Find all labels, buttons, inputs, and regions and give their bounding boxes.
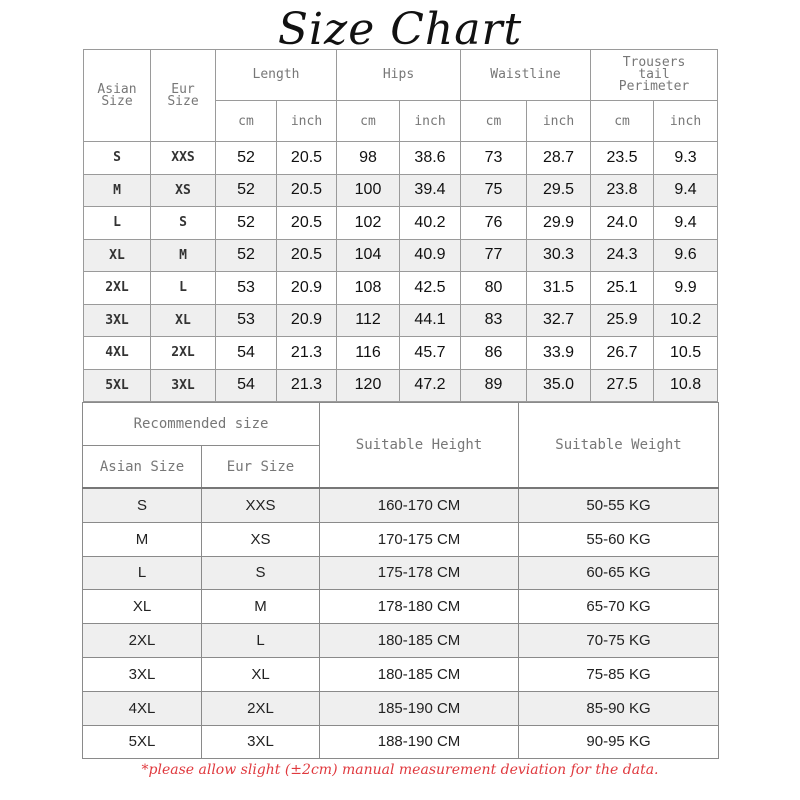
cell-waist-inch: 31.5 bbox=[527, 272, 591, 305]
cell-hips-inch: 39.4 bbox=[400, 174, 461, 207]
cell-suitable-weight: 55-60 KG bbox=[519, 522, 719, 556]
cell-trousers-inch: 9.6 bbox=[654, 239, 718, 272]
cell-waist-inch: 29.5 bbox=[527, 174, 591, 207]
cell-eur-size: L bbox=[151, 272, 216, 305]
cell-suitable-weight: 60-65 KG bbox=[519, 556, 719, 590]
cell-hips-inch: 44.1 bbox=[400, 304, 461, 337]
cell-trousers-inch: 9.9 bbox=[654, 272, 718, 305]
table-row bbox=[83, 691, 719, 725]
cell-suitable-weight: 50-55 KG bbox=[519, 488, 719, 522]
cell-length-cm: 54 bbox=[216, 337, 277, 370]
measurement-note: *please allow slight (±2cm) manual measurement deviation for the data. bbox=[141, 762, 659, 778]
cell-suitable-weight: 65-70 KG bbox=[519, 590, 719, 624]
cell-trousers-cm: 24.3 bbox=[591, 239, 654, 272]
cell-waist-inch: 30.3 bbox=[527, 239, 591, 272]
cell-trousers-inch: 9.4 bbox=[654, 207, 718, 240]
cell-asian-size: S bbox=[84, 142, 151, 175]
cell-asian-size: XL bbox=[83, 590, 202, 624]
cell-eur-size: 2XL bbox=[151, 337, 216, 370]
cell-trousers-cm: 23.5 bbox=[591, 142, 654, 175]
cell-length-inch: 20.5 bbox=[277, 174, 337, 207]
cell-length-inch: 20.5 bbox=[277, 142, 337, 175]
cell-waist-cm: 83 bbox=[461, 304, 527, 337]
cell-waist-inch: 29.9 bbox=[527, 207, 591, 240]
cell-hips-cm: 112 bbox=[337, 304, 400, 337]
cell-hips-inch: 40.2 bbox=[400, 207, 461, 240]
cell-hips-inch: 42.5 bbox=[400, 272, 461, 305]
cell-trousers-cm: 27.5 bbox=[591, 369, 654, 402]
cell-eur-size: L bbox=[202, 624, 320, 658]
header-asian-size: Asian Size bbox=[84, 50, 151, 142]
cell-waist-cm: 80 bbox=[461, 272, 527, 305]
header-length: Length bbox=[216, 50, 337, 101]
unit-inch: inch bbox=[277, 101, 337, 142]
cell-eur-size: XXS bbox=[202, 488, 320, 522]
cell-hips-cm: 98 bbox=[337, 142, 400, 175]
cell-asian-size: 4XL bbox=[84, 337, 151, 370]
measurement-table bbox=[83, 49, 718, 402]
cell-length-cm: 52 bbox=[216, 239, 277, 272]
unit-inch: inch bbox=[527, 101, 591, 142]
cell-waist-cm: 76 bbox=[461, 207, 527, 240]
table-row bbox=[83, 657, 719, 691]
cell-length-inch: 20.9 bbox=[277, 272, 337, 305]
cell-trousers-inch: 9.4 bbox=[654, 174, 718, 207]
unit-cm: cm bbox=[216, 101, 277, 142]
cell-trousers-cm: 25.9 bbox=[591, 304, 654, 337]
header-trousers-tail-perimeter: Trousers tail Perimeter bbox=[591, 50, 718, 101]
cell-asian-size: L bbox=[84, 207, 151, 240]
table-row bbox=[84, 207, 718, 240]
cell-length-cm: 52 bbox=[216, 174, 277, 207]
cell-trousers-inch: 9.3 bbox=[654, 142, 718, 175]
cell-length-cm: 54 bbox=[216, 369, 277, 402]
cell-suitable-height: 175-178 CM bbox=[320, 556, 519, 590]
cell-trousers-cm: 23.8 bbox=[591, 174, 654, 207]
cell-asian-size: 4XL bbox=[83, 691, 202, 725]
cell-suitable-weight: 75-85 KG bbox=[519, 657, 719, 691]
header-waistline: Waistline bbox=[461, 50, 591, 101]
cell-waist-cm: 77 bbox=[461, 239, 527, 272]
cell-eur-size: XS bbox=[151, 174, 216, 207]
recommended-size-table bbox=[82, 402, 719, 759]
cell-length-cm: 52 bbox=[216, 142, 277, 175]
cell-suitable-height: 170-175 CM bbox=[320, 522, 519, 556]
cell-eur-size: M bbox=[151, 239, 216, 272]
table-row bbox=[84, 337, 718, 370]
cell-length-cm: 52 bbox=[216, 207, 277, 240]
header-suitable-weight: Suitable Weight bbox=[519, 403, 719, 489]
cell-eur-size: M bbox=[202, 590, 320, 624]
cell-asian-size: 5XL bbox=[83, 725, 202, 759]
table-row bbox=[83, 624, 719, 658]
table-row bbox=[84, 239, 718, 272]
table-row bbox=[83, 522, 719, 556]
cell-length-inch: 21.3 bbox=[277, 369, 337, 402]
cell-asian-size: L bbox=[83, 556, 202, 590]
cell-eur-size: XL bbox=[151, 304, 216, 337]
cell-length-cm: 53 bbox=[216, 272, 277, 305]
cell-asian-size: 2XL bbox=[83, 624, 202, 658]
cell-waist-cm: 75 bbox=[461, 174, 527, 207]
cell-trousers-inch: 10.2 bbox=[654, 304, 718, 337]
cell-eur-size: 2XL bbox=[202, 691, 320, 725]
cell-waist-inch: 33.9 bbox=[527, 337, 591, 370]
cell-hips-inch: 38.6 bbox=[400, 142, 461, 175]
unit-cm: cm bbox=[461, 101, 527, 142]
cell-waist-cm: 89 bbox=[461, 369, 527, 402]
cell-length-inch: 21.3 bbox=[277, 337, 337, 370]
cell-suitable-weight: 70-75 KG bbox=[519, 624, 719, 658]
cell-suitable-height: 160-170 CM bbox=[320, 488, 519, 522]
page-title: Size Chart bbox=[277, 4, 523, 55]
table-row bbox=[84, 369, 718, 402]
cell-hips-inch: 40.9 bbox=[400, 239, 461, 272]
cell-asian-size: S bbox=[83, 488, 202, 522]
table-row bbox=[83, 590, 719, 624]
cell-waist-inch: 28.7 bbox=[527, 142, 591, 175]
cell-waist-cm: 73 bbox=[461, 142, 527, 175]
unit-inch: inch bbox=[400, 101, 461, 142]
unit-cm: cm bbox=[591, 101, 654, 142]
table-row bbox=[84, 272, 718, 305]
cell-suitable-height: 178-180 CM bbox=[320, 590, 519, 624]
cell-length-inch: 20.9 bbox=[277, 304, 337, 337]
cell-eur-size: 3XL bbox=[151, 369, 216, 402]
cell-suitable-height: 180-185 CM bbox=[320, 657, 519, 691]
cell-eur-size: S bbox=[202, 556, 320, 590]
cell-trousers-inch: 10.5 bbox=[654, 337, 718, 370]
cell-trousers-cm: 26.7 bbox=[591, 337, 654, 370]
table-row bbox=[84, 174, 718, 207]
header-suitable-height: Suitable Height bbox=[320, 403, 519, 489]
header-recommended-size: Recommended size bbox=[83, 403, 320, 446]
table-row bbox=[84, 304, 718, 337]
cell-length-inch: 20.5 bbox=[277, 207, 337, 240]
cell-suitable-height: 188-190 CM bbox=[320, 725, 519, 759]
cell-asian-size: M bbox=[84, 174, 151, 207]
cell-suitable-weight: 85-90 KG bbox=[519, 691, 719, 725]
cell-eur-size: S bbox=[151, 207, 216, 240]
cell-hips-cm: 116 bbox=[337, 337, 400, 370]
cell-waist-cm: 86 bbox=[461, 337, 527, 370]
cell-hips-cm: 104 bbox=[337, 239, 400, 272]
header-asian-size: Asian Size bbox=[83, 446, 202, 489]
header-eur-size: Eur Size bbox=[151, 50, 216, 142]
cell-hips-cm: 100 bbox=[337, 174, 400, 207]
unit-cm: cm bbox=[337, 101, 400, 142]
cell-length-cm: 53 bbox=[216, 304, 277, 337]
cell-asian-size: 3XL bbox=[83, 657, 202, 691]
cell-waist-inch: 35.0 bbox=[527, 369, 591, 402]
cell-asian-size: 2XL bbox=[84, 272, 151, 305]
cell-hips-inch: 45.7 bbox=[400, 337, 461, 370]
cell-trousers-cm: 24.0 bbox=[591, 207, 654, 240]
header-eur-size: Eur Size bbox=[202, 446, 320, 489]
table-row bbox=[83, 488, 719, 522]
cell-hips-cm: 102 bbox=[337, 207, 400, 240]
cell-eur-size: XS bbox=[202, 522, 320, 556]
cell-hips-inch: 47.2 bbox=[400, 369, 461, 402]
cell-suitable-weight: 90-95 KG bbox=[519, 725, 719, 759]
table-row bbox=[83, 556, 719, 590]
cell-asian-size: XL bbox=[84, 239, 151, 272]
header-hips: Hips bbox=[337, 50, 461, 101]
cell-hips-cm: 120 bbox=[337, 369, 400, 402]
cell-suitable-height: 185-190 CM bbox=[320, 691, 519, 725]
cell-eur-size: XXS bbox=[151, 142, 216, 175]
cell-eur-size: 3XL bbox=[202, 725, 320, 759]
unit-inch: inch bbox=[654, 101, 718, 142]
cell-asian-size: 3XL bbox=[84, 304, 151, 337]
table-row bbox=[83, 725, 719, 759]
cell-asian-size: 5XL bbox=[84, 369, 151, 402]
cell-asian-size: M bbox=[83, 522, 202, 556]
cell-trousers-inch: 10.8 bbox=[654, 369, 718, 402]
cell-suitable-height: 180-185 CM bbox=[320, 624, 519, 658]
cell-length-inch: 20.5 bbox=[277, 239, 337, 272]
cell-eur-size: XL bbox=[202, 657, 320, 691]
table-row bbox=[84, 142, 718, 175]
cell-trousers-cm: 25.1 bbox=[591, 272, 654, 305]
cell-waist-inch: 32.7 bbox=[527, 304, 591, 337]
cell-hips-cm: 108 bbox=[337, 272, 400, 305]
